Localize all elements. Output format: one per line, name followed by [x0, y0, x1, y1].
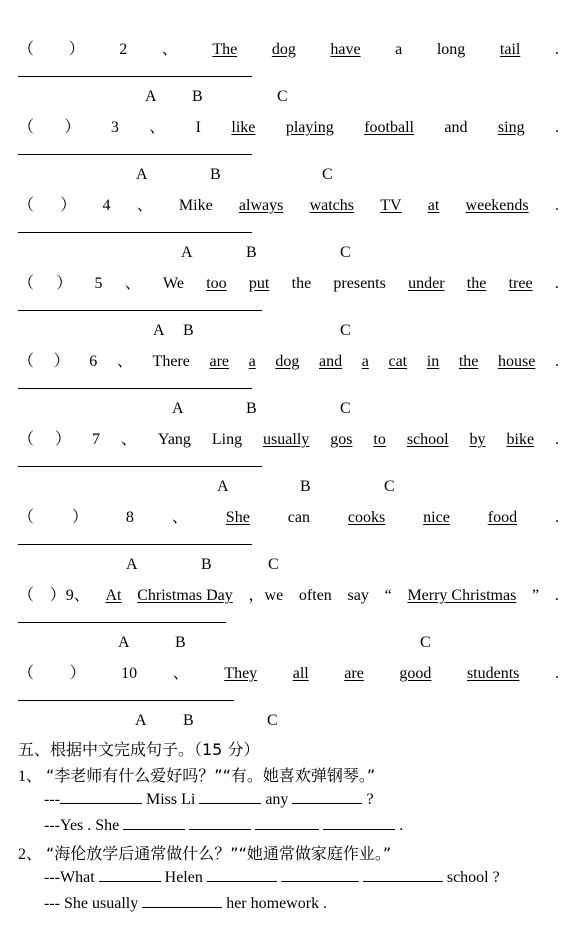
sentence-word: long: [436, 41, 466, 58]
question-2-prompt: [18, 841, 391, 864]
sentence-word: presents: [333, 275, 386, 292]
underlined-segment: a: [361, 353, 369, 370]
item-sentence-line: [18, 114, 559, 138]
answer-blank-line[interactable]: [18, 232, 252, 233]
underlined-segment: TV: [380, 197, 402, 214]
item-sentence-line: [18, 582, 559, 606]
answer-blank-line[interactable]: [18, 700, 234, 701]
sentence-word: ）: [64, 119, 81, 136]
option-label-a: A: [135, 712, 147, 729]
sentence-word: ，we: [248, 587, 284, 604]
sentence-word: 4: [102, 197, 111, 214]
underlined-segment: nice: [423, 509, 450, 526]
sentence-word: 、: [171, 509, 188, 526]
option-label-c: C: [322, 166, 333, 183]
underlined-segment: watchs: [309, 197, 355, 214]
text-fragment: ---Yes . She: [44, 817, 120, 834]
underlined-segment: She: [225, 509, 250, 526]
text-fragment: Miss Li: [145, 791, 196, 808]
option-label-a: A: [136, 166, 148, 183]
option-label-a: A: [118, 634, 130, 651]
underlined-segment: the: [458, 353, 479, 370]
question-1-line-b: [44, 815, 403, 835]
blank-field[interactable]: [255, 815, 319, 830]
sentence-word: Mike: [178, 197, 213, 214]
sentence-word: I: [195, 119, 201, 136]
option-label-c: C: [340, 244, 351, 261]
underlined-segment: At: [105, 587, 122, 604]
sentence-word: 2: [119, 41, 128, 58]
item-sentence-line: [18, 36, 559, 60]
sentence-word: （: [18, 665, 35, 682]
option-label-b: B: [300, 478, 311, 495]
underlined-segment: are: [344, 665, 364, 682]
sentence-word: 5: [94, 275, 103, 292]
question-1-line-a: [44, 789, 374, 809]
option-label-b: B: [175, 634, 186, 651]
question-2-chinese: “海伦放学后通常做什么？”“她通常做家庭作业。”: [46, 844, 392, 863]
answer-blank-line[interactable]: [18, 622, 226, 623]
sentence-word: （: [18, 431, 35, 448]
sentence-word: ）: [68, 41, 85, 58]
sentence-word: （: [18, 353, 35, 370]
blank-field[interactable]: [123, 815, 185, 830]
text-fragment: school ?: [446, 869, 500, 886]
sentence-word: （: [18, 275, 35, 292]
underlined-segment: The: [212, 41, 238, 58]
sentence-word: 8: [125, 509, 134, 526]
sentence-word: ”: [532, 587, 540, 604]
underlined-segment: usually: [263, 431, 310, 448]
sentence-word: （: [18, 41, 35, 58]
underlined-segment: bike: [506, 431, 535, 448]
option-label-c: C: [267, 712, 278, 729]
sentence-word: 10: [121, 665, 138, 682]
sentence-word: Yang: [157, 431, 191, 448]
sentence-word: and: [444, 119, 468, 136]
sentence-word: can: [287, 509, 310, 526]
option-label-b: B: [246, 400, 257, 417]
item-sentence-line: [18, 504, 559, 528]
underlined-segment: always: [238, 197, 284, 214]
question-2-line-b: [44, 893, 327, 913]
sentence-word: ）: [54, 431, 71, 448]
option-label-c: C: [268, 556, 279, 573]
question-2-line-a: [44, 867, 500, 887]
text-fragment: ---What: [44, 869, 95, 886]
answer-blank-line[interactable]: [18, 544, 252, 545]
sentence-word: ）: [69, 665, 86, 682]
underlined-segment: They: [224, 665, 258, 682]
sentence-word: （: [18, 509, 35, 526]
sentence-word: 6: [89, 353, 98, 370]
sentence-word: .: [554, 587, 559, 604]
answer-blank-line[interactable]: [18, 76, 252, 77]
sentence-word: .: [554, 197, 559, 214]
text-fragment: --- She usually: [44, 895, 139, 912]
underlined-segment: school: [406, 431, 449, 448]
sentence-word: Ling: [211, 431, 243, 448]
option-label-a: A: [145, 88, 157, 105]
sentence-word: .: [554, 41, 559, 58]
answer-blank-line[interactable]: [18, 154, 252, 155]
sentence-word: （: [18, 119, 35, 136]
sentence-word: 7: [91, 431, 100, 448]
text-fragment: her homework .: [226, 895, 328, 912]
blank-field[interactable]: [199, 789, 261, 804]
sentence-word: 3: [110, 119, 119, 136]
underlined-segment: cat: [388, 353, 408, 370]
underlined-segment: put: [248, 275, 270, 292]
underlined-segment: sing: [497, 119, 525, 136]
option-label-b: B: [210, 166, 221, 183]
blank-field[interactable]: [142, 893, 222, 908]
option-label-c: C: [420, 634, 431, 651]
answer-blank-line[interactable]: [18, 466, 262, 467]
question-1-label: 1、: [18, 768, 43, 785]
option-label-b: B: [201, 556, 212, 573]
underlined-segment: all: [292, 665, 309, 682]
option-label-b: B: [183, 322, 194, 339]
option-label-b: B: [192, 88, 203, 105]
blank-field[interactable]: [363, 867, 443, 882]
underlined-segment: Christmas Day: [137, 587, 233, 604]
underlined-segment: students: [466, 665, 520, 682]
blank-field[interactable]: [99, 867, 161, 882]
sentence-word: 、: [120, 431, 137, 448]
sentence-word: the: [291, 275, 312, 292]
sentence-word: 、: [124, 275, 141, 292]
underlined-segment: the: [466, 275, 487, 292]
underlined-segment: a: [248, 353, 256, 370]
underlined-segment: too: [206, 275, 227, 292]
blank-field[interactable]: [207, 867, 277, 882]
sentence-word: （: [18, 587, 35, 604]
underlined-segment: cooks: [347, 509, 386, 526]
option-label-a: A: [126, 556, 138, 573]
blank-field[interactable]: [60, 789, 142, 804]
underlined-segment: like: [231, 119, 256, 136]
section5-title: 五、根据中文完成句子。（15 分）: [18, 740, 260, 759]
underlined-segment: gos: [330, 431, 353, 448]
underlined-segment: have: [330, 41, 361, 58]
underlined-segment: house: [498, 353, 536, 370]
sentence-word: ）: [53, 353, 70, 370]
sentence-word: ）: [60, 197, 77, 214]
item-sentence-line: [18, 348, 559, 372]
option-label-b: B: [246, 244, 257, 261]
option-label-a: A: [172, 400, 184, 417]
option-label-c: C: [340, 400, 351, 417]
option-label-c: C: [384, 478, 395, 495]
dash-prefix: ---: [44, 791, 60, 808]
option-label-a: A: [217, 478, 229, 495]
sentence-word: 、: [136, 197, 153, 214]
blank-field[interactable]: [281, 867, 359, 882]
blank-field[interactable]: [292, 789, 362, 804]
sentence-word: “: [384, 587, 392, 604]
text-fragment: ?: [366, 791, 374, 808]
sentence-word: ）9、: [49, 587, 90, 604]
underlined-segment: tree: [508, 275, 533, 292]
text-fragment: any: [265, 791, 289, 808]
underlined-segment: football: [364, 119, 414, 136]
sentence-word: .: [554, 119, 559, 136]
sentence-word: .: [554, 275, 559, 292]
sentence-word: .: [554, 353, 559, 370]
sentence-word: ）: [56, 275, 73, 292]
underlined-segment: under: [408, 275, 445, 292]
answer-blank-line[interactable]: [18, 388, 252, 389]
option-label-a: A: [153, 322, 165, 339]
sentence-word: 、: [149, 119, 166, 136]
underlined-segment: dog: [271, 41, 296, 58]
blank-field[interactable]: [189, 815, 251, 830]
text-fragment: Helen: [164, 869, 203, 886]
underlined-segment: to: [373, 431, 386, 448]
sentence-word: .: [555, 509, 559, 526]
option-label-b: B: [183, 712, 194, 729]
sentence-word: .: [554, 665, 559, 682]
underlined-segment: dog: [275, 353, 300, 370]
sentence-word: ）: [71, 509, 88, 526]
sentence-word: 、: [172, 665, 189, 682]
underlined-segment: weekends: [465, 197, 529, 214]
item-sentence-line: [18, 270, 559, 294]
underlined-segment: tail: [499, 41, 521, 58]
underlined-segment: food: [487, 509, 518, 526]
option-label-c: C: [340, 322, 351, 339]
text-fragment: .: [399, 817, 404, 834]
underlined-segment: and: [319, 353, 343, 370]
sentence-word: say: [347, 587, 369, 604]
underlined-segment: at: [427, 197, 440, 214]
item-sentence-line: [18, 192, 559, 216]
sentence-word: There: [152, 353, 190, 370]
underlined-segment: good: [399, 665, 432, 682]
underlined-segment: playing: [285, 119, 334, 136]
item-sentence-line: [18, 426, 559, 450]
sentence-word: We: [163, 275, 184, 292]
underlined-segment: are: [209, 353, 230, 370]
underlined-segment: by: [469, 431, 486, 448]
sentence-word: a: [395, 41, 403, 58]
question-2-label: 2、: [18, 846, 43, 863]
underlined-segment: in: [426, 353, 440, 370]
item-sentence-line: [18, 660, 559, 684]
sentence-word: often: [298, 587, 332, 604]
blank-field[interactable]: [323, 815, 395, 830]
sentence-word: （: [18, 197, 35, 214]
option-label-c: C: [277, 88, 288, 105]
sentence-word: 、: [161, 41, 178, 58]
answer-blank-line[interactable]: [18, 310, 262, 311]
option-label-a: A: [181, 244, 193, 261]
sentence-word: .: [555, 431, 559, 448]
underlined-segment: Merry Christmas: [407, 587, 517, 604]
sentence-word: 、: [116, 353, 133, 370]
question-1-prompt: [18, 763, 375, 786]
question-1-chinese: “李老师有什么爱好吗？”“有。她喜欢弹钢琴。”: [46, 766, 376, 785]
